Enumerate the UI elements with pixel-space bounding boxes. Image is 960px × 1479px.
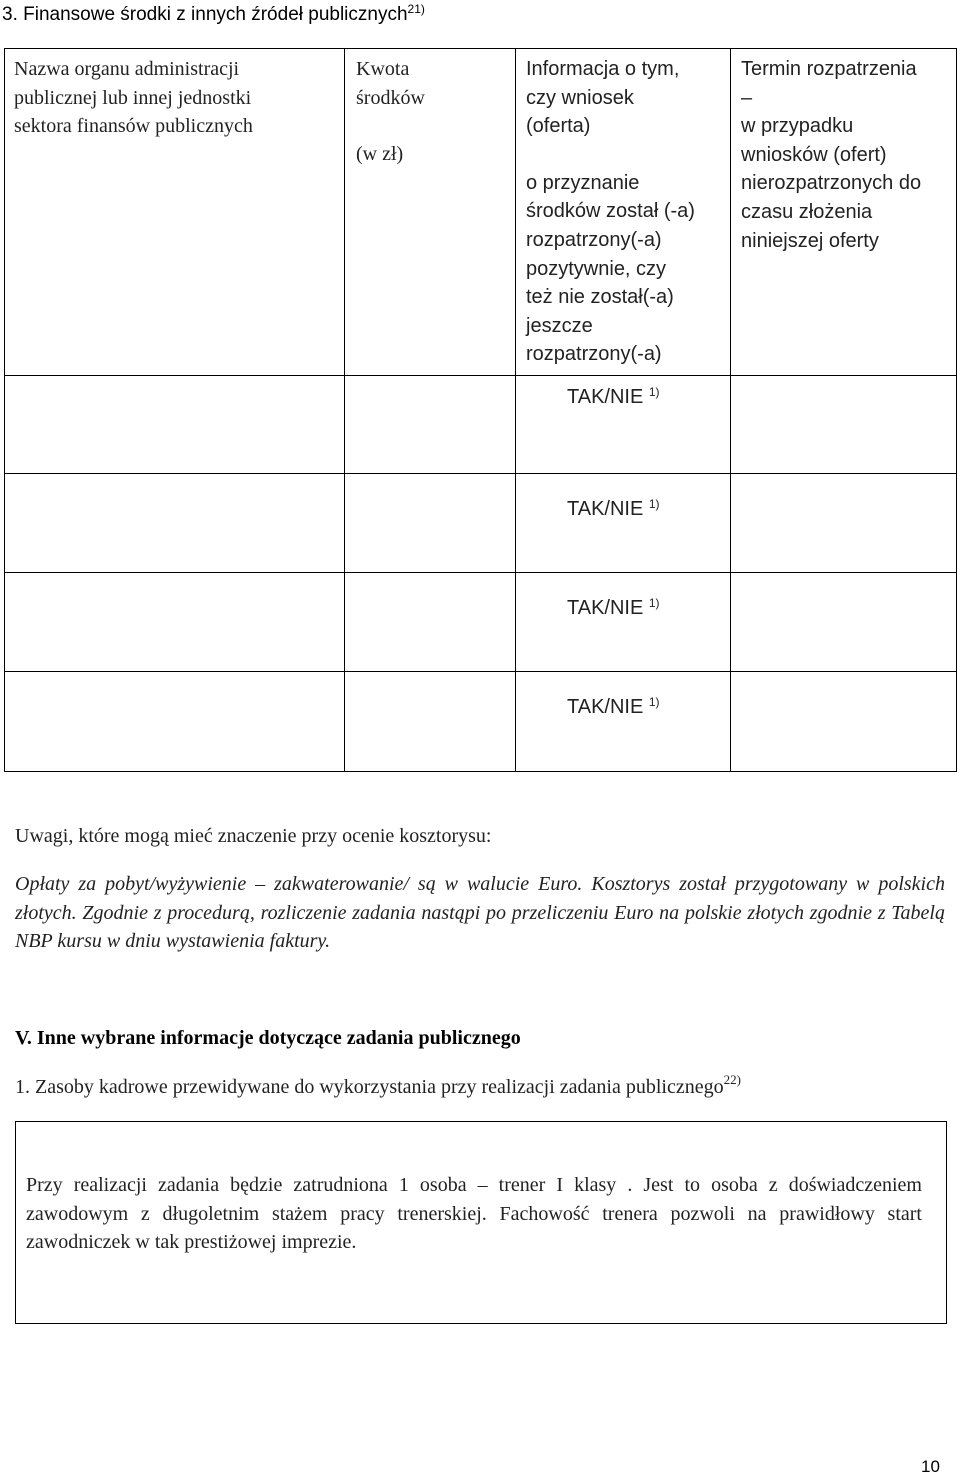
- header-review-deadline: Termin rozpatrzenia – w przypadku wniosków (ofert) nierozpatrzonych do czasu złożenia niniejszej oferty: [731, 49, 957, 376]
- amount-cell[interactable]: [345, 474, 516, 573]
- footnote-ref: 1): [648, 695, 660, 709]
- status-option: TAK/NIE: [567, 498, 644, 520]
- footnote-ref: 21): [407, 2, 425, 16]
- organ-name-cell[interactable]: [5, 376, 345, 474]
- status-cell[interactable]: [516, 376, 731, 474]
- cost-notes-text: Opłaty za pobyt/wyżywienie – zakwaterowanie/ są w walucie Euro. Kosztorys został przygotowany w polskich złotych. Zgodnie z procedurą, rozliczenie zadania nastąpi po przeliczeniu Euro na polskie złotych zgodnie z Tabelą NBP kursu w dniu wystawienia faktury.: [15, 873, 945, 953]
- table-row: [5, 672, 957, 772]
- deadline-cell[interactable]: [731, 474, 957, 573]
- organ-name-cell[interactable]: [5, 474, 345, 573]
- header-amount: Kwota środków (w zł): [345, 49, 516, 376]
- header-application-status: Informacja o tym, czy wniosek (oferta) o przyznanie środków został (-a) rozpatrzony(-a) pozytywnie, czy też nie został(-a) jeszcze rozpatrzony(-a): [516, 49, 731, 376]
- table-row: [5, 474, 957, 573]
- table-row: [5, 573, 957, 672]
- header-organ-name: Nazwa organu administracji publicznej lub innej jednostki sektora finansów publicznych: [5, 49, 345, 376]
- deadline-cell[interactable]: [731, 573, 957, 672]
- staff-resources-box[interactable]: [15, 1121, 947, 1324]
- amount-cell[interactable]: [345, 573, 516, 672]
- part-v-heading: V. Inne wybrane informacje dotyczące zadania publicznego: [15, 1027, 521, 1049]
- status-option: TAK/NIE: [567, 696, 644, 718]
- staff-resources-text: Przy realizacji zadania będzie zatrudniona 1 osoba – trener I klasy . Jest to osoba z doświadczeniem zawodowym z długoletnim stażem pracy trenerskiej. Fachowość trenera pozwoli na prawidłowy start zawodniczek w tak prestiżowej imprezie.: [26, 1174, 922, 1254]
- status-option: TAK/NIE: [567, 597, 644, 619]
- deadline-cell[interactable]: [731, 672, 957, 772]
- staff-resources-heading: 1. Zasoby kadrowe przewidywane do wykorzystania przy realizacji zadania publicznego$^{22)}$: [15, 1072, 741, 1098]
- deadline-cell[interactable]: [731, 376, 957, 474]
- status-cell[interactable]: [516, 672, 731, 772]
- public-funds-table: [4, 48, 957, 772]
- page-number: 10: [921, 1457, 940, 1476]
- section-heading: [2, 4, 425, 26]
- footnote-ref: 1): [648, 497, 660, 511]
- table-row: [5, 376, 957, 474]
- footnote-ref: 1): [648, 385, 660, 399]
- status-cell[interactable]: [516, 573, 731, 672]
- cost-notes-title: Uwagi, które mogą mieć znaczenie przy ocenie kosztorysu:: [15, 825, 492, 847]
- organ-name-cell[interactable]: [5, 573, 345, 672]
- amount-cell[interactable]: [345, 376, 516, 474]
- status-cell[interactable]: [516, 474, 731, 573]
- section-heading-text: 3. Finansowe środki z innych źródeł publicznych: [2, 4, 408, 25]
- table-header-row: [5, 49, 957, 376]
- footnote-ref: 22): [723, 1072, 741, 1087]
- status-option: TAK/NIE: [567, 386, 644, 408]
- amount-cell[interactable]: [345, 672, 516, 772]
- organ-name-cell[interactable]: [5, 672, 345, 772]
- footnote-ref: 1): [648, 596, 660, 610]
